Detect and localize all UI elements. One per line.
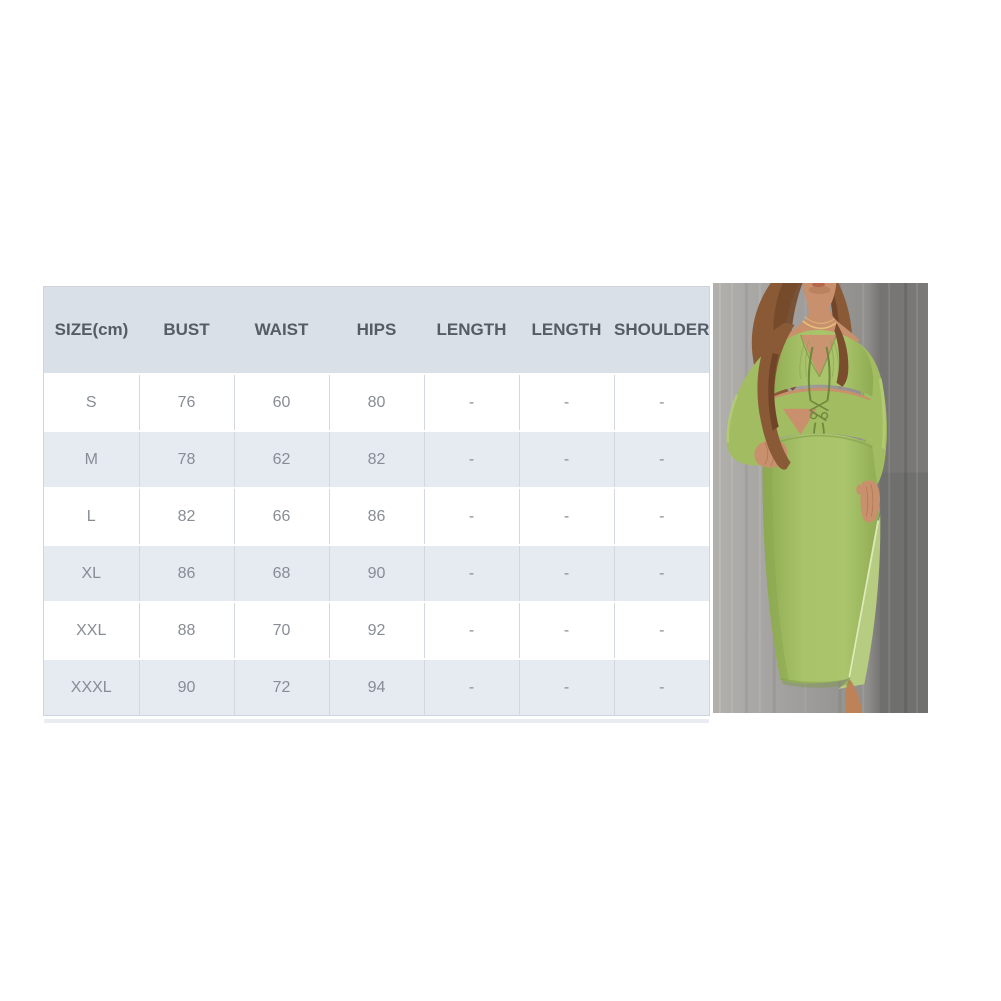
bust-value: 86 [139, 545, 234, 602]
length-value-1: - [424, 488, 519, 545]
shoulder-value: - [614, 431, 709, 488]
size-label: S [44, 374, 139, 431]
column-header-length-2: LENGTH [519, 287, 614, 374]
size-chart [43, 286, 710, 716]
hips-value: 82 [329, 431, 424, 488]
shoulder-value: - [614, 602, 709, 659]
length-value-2: - [519, 431, 614, 488]
column-header-shoulder: SHOULDER [614, 287, 709, 374]
shoulder-value: - [614, 659, 709, 715]
hips-value: 80 [329, 374, 424, 431]
size-label: XXXL [44, 659, 139, 715]
size-chart-table [44, 287, 709, 715]
waist-value: 60 [234, 374, 329, 431]
shoulder-value: - [614, 545, 709, 602]
bust-value: 90 [139, 659, 234, 715]
shoulder-value: - [614, 374, 709, 431]
size-row-l [44, 488, 709, 545]
length-value-1: - [424, 431, 519, 488]
size-label: XXL [44, 602, 139, 659]
hips-value: 92 [329, 602, 424, 659]
waist-value: 68 [234, 545, 329, 602]
length-value-1: - [424, 545, 519, 602]
length-value-2: - [519, 488, 614, 545]
bust-value: 76 [139, 374, 234, 431]
bust-value: 82 [139, 488, 234, 545]
size-label: XL [44, 545, 139, 602]
hips-value: 86 [329, 488, 424, 545]
length-value-2: - [519, 659, 614, 715]
size-row-xl [44, 545, 709, 602]
column-header-waist: WAIST [234, 287, 329, 374]
length-value-1: - [424, 374, 519, 431]
waist-value: 72 [234, 659, 329, 715]
size-row-xxxl [44, 659, 709, 715]
column-header-hips: HIPS [329, 287, 424, 374]
column-header-bust: BUST [139, 287, 234, 374]
product-photo-illustration [713, 283, 928, 713]
shoulder-value: - [614, 488, 709, 545]
hips-value: 94 [329, 659, 424, 715]
length-value-2: - [519, 545, 614, 602]
size-chart-body [44, 374, 709, 715]
header-row [44, 287, 709, 374]
table-bottom-sliver [44, 719, 709, 723]
waist-value: 70 [234, 602, 329, 659]
product-photo [713, 283, 928, 713]
size-label: M [44, 431, 139, 488]
waist-value: 62 [234, 431, 329, 488]
size-row-xxl [44, 602, 709, 659]
hips-value: 90 [329, 545, 424, 602]
length-value-1: - [424, 659, 519, 715]
length-value-2: - [519, 602, 614, 659]
size-label: L [44, 488, 139, 545]
size-row-m [44, 431, 709, 488]
bust-value: 78 [139, 431, 234, 488]
size-chart-header [44, 287, 709, 374]
column-header-size: SIZE(cm) [44, 287, 139, 374]
dress-skirt [763, 434, 881, 713]
waist-value: 66 [234, 488, 329, 545]
size-row-s [44, 374, 709, 431]
length-value-2: - [519, 374, 614, 431]
chin-shadow [809, 286, 831, 294]
length-value-1: - [424, 602, 519, 659]
column-header-length-1: LENGTH [424, 287, 519, 374]
bust-value: 88 [139, 602, 234, 659]
